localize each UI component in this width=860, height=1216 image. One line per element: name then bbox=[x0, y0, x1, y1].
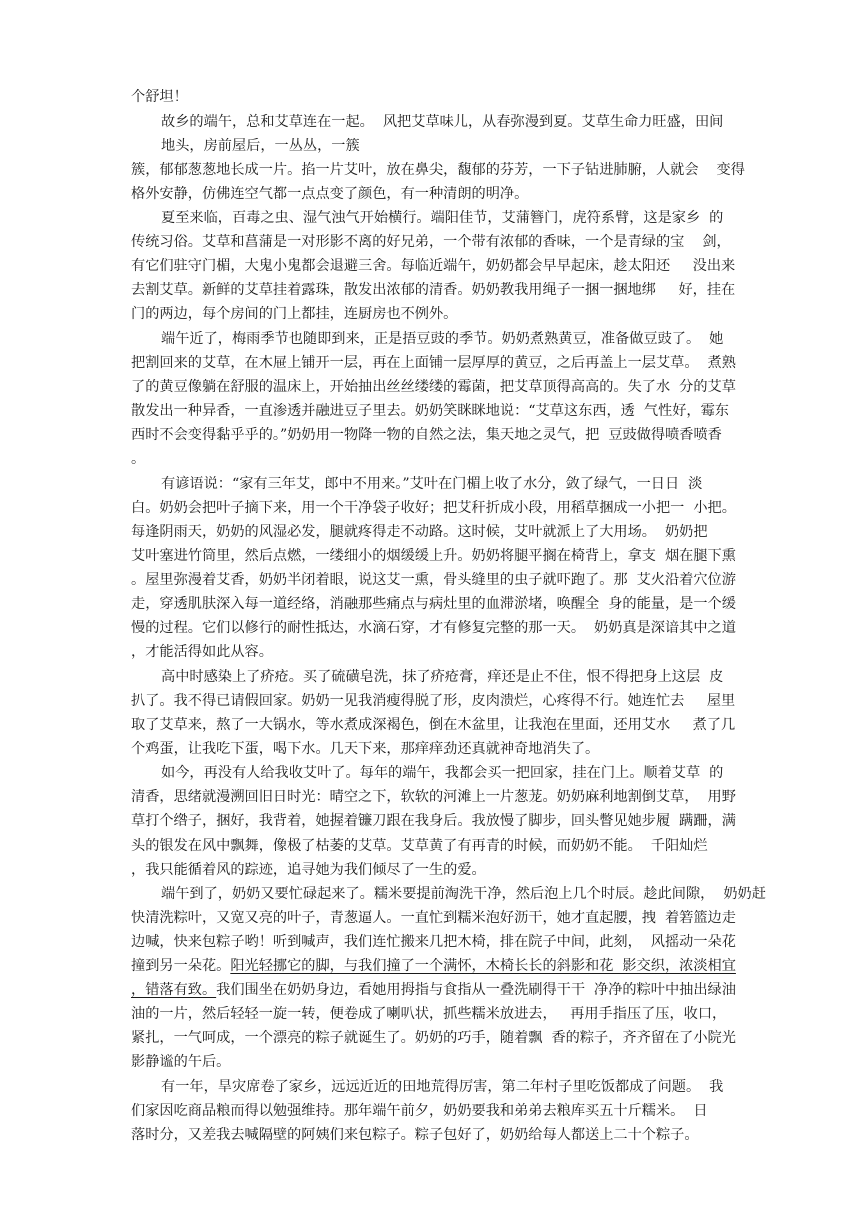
text-line bbox=[131, 255, 735, 277]
text-line bbox=[131, 907, 736, 929]
text-segment: 地头，房前屋后，一丛丛，一簇 bbox=[161, 138, 360, 154]
text-line bbox=[131, 979, 736, 1001]
text-segment: 端午到了，奶奶又要忙碌起来了。糯米要提前淘洗干净，然后泡上几个时辰。趁此间隙， 奶奶赶 bbox=[161, 886, 766, 902]
text-segment: 草打个绺子，捆好，我背着，她握着镰刀跟在我身后。我放慢了脚步，回头瞥见她步履 蹒跚，满 bbox=[131, 813, 736, 829]
text-segment: 去割艾草。新鲜的艾草挂着露珠，散发出浓郁的清香。奶奶教我用绳子一捆一捆地绑 好，挂在 bbox=[131, 282, 736, 298]
text-line bbox=[161, 473, 702, 495]
text-segment: 故乡的端午，总和艾草连在一起。 风把艾草味儿，从春弥漫到夏。艾草生命力旺盛，田间 bbox=[161, 114, 724, 130]
text-segment: 如今，再没有人给我收艾叶了。每年的端午，我都会买一把回家，挂在门上。顺着艾草 的 bbox=[161, 765, 724, 781]
text-line bbox=[131, 400, 729, 422]
underlined-text: 阳光轻挪它的脚，与我们撞了一个满怀，木椅长长的斜影和花 影交织，浓淡相宜 bbox=[230, 958, 736, 974]
text-segment: 西时不会变得黏乎乎的。”奶奶用一物降一物的自然之法，集天地之灵气，把 豆豉做得喷香喷香 bbox=[131, 427, 722, 443]
text-line bbox=[161, 883, 766, 905]
text-line bbox=[131, 714, 735, 736]
text-line bbox=[131, 448, 145, 470]
text-segment: 了的黄豆像躺在舒服的温床上，开始抽出丝丝缕缕的霉菌，把艾草顶得高高的。失了水 分的艾草 bbox=[131, 379, 736, 395]
text-line bbox=[131, 1100, 708, 1122]
text-segment: 高中时感染上了疥疮。买了硫磺皂洗，抹了疥疮膏，痒还是止不住，恨不得把身上这层 皮 bbox=[161, 669, 724, 685]
text-segment: 撞到另一朵花。 bbox=[131, 958, 231, 974]
text-line bbox=[131, 835, 708, 857]
text-segment: 簇，郁郁葱葱地长成一片。掐一片艾叶，放在鼻尖，馥郁的芬芳，一下子钻进肺腑，人就会 变得 bbox=[131, 162, 745, 178]
text-line bbox=[161, 328, 723, 350]
text-segment: 快清洗粽叶，又宽又亮的叶子，青葱逼人。一直忙到糯米泡好沥干，她才直起腰，拽 着箬篮边走 bbox=[131, 910, 736, 926]
text-line bbox=[131, 303, 457, 325]
text-segment: 夏至来临，百毒之虫、湿气浊气开始横行。端阳佳节，艾蒲簪门，虎符系臂，这是家乡 的 bbox=[161, 210, 724, 226]
text-segment: 们家因吃商品粮而得以勉强维持。那年端午前夕，奶奶要我和弟弟去粮库买五十斤糯米。 日 bbox=[131, 1103, 708, 1119]
text-line bbox=[131, 183, 528, 205]
text-line bbox=[131, 1003, 726, 1025]
text-segment: 我们围坐在奶奶身边，看她用拇指与食指从一叠洗刷得干干 净净的粽叶中抽出绿油 bbox=[216, 982, 736, 998]
text-segment: 端午近了，梅雨季节也随即到来，正是捂豆豉的季节。奶奶煮熟黄豆，准备做豆豉了。 她 bbox=[161, 331, 724, 347]
text-segment: ，我只能循着风的踪迹，追寻她为我们倾尽了一生的爱。 bbox=[131, 862, 486, 878]
text-line bbox=[161, 666, 723, 688]
text-segment: 有谚语说：“家有三年艾，郎中不用来。”艾叶在门楣上收了水分，敛了绿气，一日日 淡 bbox=[161, 476, 703, 492]
text-line bbox=[131, 376, 736, 398]
text-line bbox=[131, 86, 188, 108]
text-line bbox=[131, 1051, 230, 1073]
text-segment: 有它们驻守门楣，大鬼小鬼都会退避三舍。每临近端午，奶奶都会早早起床，趁太阳还 没出来 bbox=[131, 258, 736, 274]
text-segment: 头的银发在风中飘舞，像极了枯萎的艾草。艾草黄了有再青的时候，而奶奶不能。 千阳灿烂 bbox=[131, 838, 708, 854]
text-line bbox=[131, 955, 736, 977]
text-line bbox=[161, 762, 723, 784]
text-line bbox=[131, 931, 736, 953]
text-segment: 格外安静，仿佛连空气都一点点变了颜色，有一种清朗的明净。 bbox=[131, 186, 529, 202]
text-line bbox=[131, 641, 273, 663]
text-segment: 清香，思绪就漫溯回旧日时光：晴空之下，软软的河滩上一片葱茏。奶奶麻利地割倒艾草， 用野 bbox=[131, 789, 736, 805]
text-segment: 扒了。我不得已请假回家。奶奶一见我消瘦得脱了形，皮肉溃烂，心疼得不行。她连忙去 屋里 bbox=[131, 693, 736, 709]
text-line bbox=[131, 859, 486, 881]
text-segment: 影静谧的午后。 bbox=[131, 1054, 231, 1070]
text-line bbox=[131, 279, 735, 301]
text-segment: 。 bbox=[131, 451, 146, 467]
text-line bbox=[131, 545, 736, 567]
text-segment: 油的一片，然后轻轻一旋一转，便卷成了喇叭状，抓些糯米放进去， 再用手指压了压，收口， bbox=[131, 1006, 727, 1022]
text-segment: ，才能活得如此从容。 bbox=[131, 644, 273, 660]
text-line bbox=[131, 159, 745, 181]
text-segment: 艾叶塞进竹筒里，然后点燃，一缕细小的烟缓缓上升。奶奶将腿平搁在椅背上，拿支 烟在腿下熏 bbox=[131, 548, 736, 564]
text-segment: 门的两边，每个房间的门上都挂，连厨房也不例外。 bbox=[131, 306, 458, 322]
text-segment: 散发出一种异香，一直渗透并融进豆子里去。奶奶笑眯眯地说：“艾草这东西，透 气性好，霉东 bbox=[131, 403, 729, 419]
text-line bbox=[161, 1076, 723, 1098]
text-line bbox=[131, 786, 736, 808]
text-line bbox=[131, 497, 736, 519]
underlined-text: ，错落有致。 bbox=[131, 982, 217, 998]
text-segment: 。屋里弥漫着艾香，奶奶半闭着眼，说这艾一熏，骨头缝里的虫子就吓跑了。那 艾火沿着穴位游 bbox=[131, 572, 736, 588]
text-segment: 走，穿透肌肤深入每一道经络，消融那些痛点与病灶里的血滞淤堵，唤醒全 身的能量，是一个缓 bbox=[131, 596, 736, 612]
text-line bbox=[131, 569, 736, 591]
text-segment: 传统习俗。艾草和菖蒲是一对形影不离的好兄弟，一个带有浓郁的香味，一个是青绿的宝 剑， bbox=[131, 234, 731, 250]
text-line bbox=[161, 111, 723, 133]
text-line bbox=[161, 207, 723, 229]
text-line bbox=[131, 593, 736, 615]
text-line bbox=[131, 1124, 699, 1146]
text-line bbox=[131, 231, 731, 253]
text-line bbox=[131, 617, 736, 639]
text-line bbox=[131, 810, 736, 832]
text-segment: 个舒坦！ bbox=[131, 89, 188, 105]
text-segment: 落时分，又差我去喊隔壁的阿姨们来包粽子。粽子包好了，奶奶给每人都送上二十个粽子。 bbox=[131, 1127, 699, 1143]
text-line bbox=[131, 424, 722, 446]
text-line bbox=[131, 690, 735, 712]
text-segment: 取了艾草来，熬了一大锅水，等水煮成深褐色，倒在木盆里，让我泡在里面，还用艾水 煮了几 bbox=[131, 717, 736, 733]
text-segment: 个鸡蛋，让我吃下蛋，喝下水。几天下来，那痒痒劲还真就神奇地消失了。 bbox=[131, 741, 600, 757]
text-line bbox=[131, 738, 599, 760]
text-segment: 紧扎，一气呵成，一个漂亮的粽子就诞生了。奶奶的巧手，随着飘 香的粽子，齐齐留在了小院光 bbox=[131, 1030, 736, 1046]
text-line bbox=[131, 521, 708, 543]
text-segment: 每逢阴雨天，奶奶的风湿必发，腿就疼得走不动路。这时候，艾叶就派上了大用场。 奶奶把 bbox=[131, 524, 708, 540]
text-segment: 边喊，快来包粽子哟！听到喊声，我们连忙搬来几把木椅，排在院子中间，此刻， 风摇动一朵花 bbox=[131, 934, 736, 950]
text-line bbox=[131, 1027, 736, 1049]
text-line bbox=[131, 352, 736, 374]
text-segment: 有一年，旱灾席卷了家乡，远远近近的田地荒得厉害，第二年村子里吃饭都成了问题。 我 bbox=[161, 1079, 724, 1095]
text-segment: 把割回来的艾草，在木屉上铺开一层，再在上面铺一层厚厚的黄豆，之后再盖上一层艾草。 煮熟 bbox=[131, 355, 736, 371]
text-segment: 慢的过程。它们以修行的耐性抵达，水滴石穿，才有修复完整的那一天。 奶奶真是深谙其中之道 bbox=[131, 620, 736, 636]
text-segment: 白。奶奶会把叶子摘下来，用一个干净袋子收好；把艾秆折成小段，用稻草捆成一小把一 小把。 bbox=[131, 500, 736, 516]
text-line bbox=[161, 135, 360, 157]
